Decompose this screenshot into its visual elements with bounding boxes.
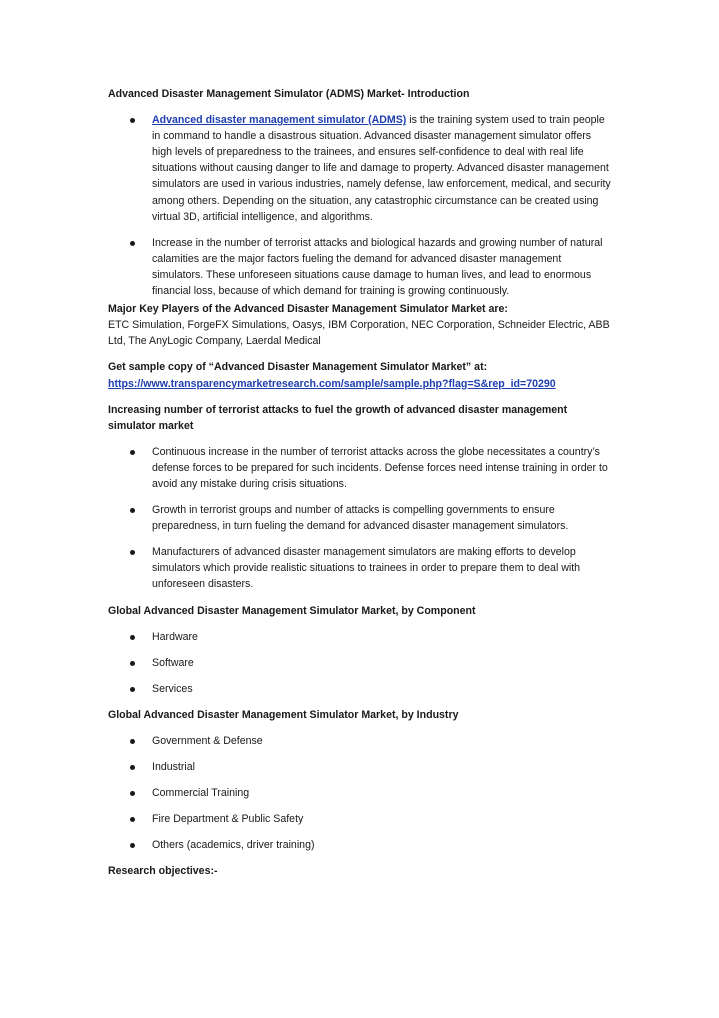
- industry-item-text: Others (academics, driver training): [152, 839, 315, 852]
- component-item-text: Software: [152, 656, 194, 669]
- list-item: [108, 733, 613, 749]
- bullet-icon: [130, 739, 135, 744]
- component-item-text: Hardware: [152, 630, 198, 643]
- component-heading: Global Advanced Disaster Management Simulator Market, by Component: [108, 604, 476, 617]
- bullet-icon: [130, 843, 135, 848]
- attacks-list: [108, 444, 613, 593]
- list-item: [108, 681, 613, 697]
- list-item: [108, 629, 613, 645]
- bullet-icon: [130, 791, 135, 796]
- list-item: [108, 759, 613, 775]
- intro-bullet2-text: Increase in the number of terrorist attacks and biological hazards and growing number of natural calamities are the major factors fueling the demand for advanced disaster management simulators. These unforeseen situations cause damage to human lives, and lead to enormous financial loss, because of which demand for training is growing continuously.: [152, 236, 603, 298]
- bullet-icon: [130, 550, 135, 555]
- bullet-icon: [130, 635, 135, 640]
- research-heading: Research objectives:-: [108, 865, 218, 878]
- bullet-icon: [130, 118, 135, 123]
- intro-bullet1-text: is the training system used to train people in command to handle a disastrous situation. Advanced disaster management simulator offers high levels of preparedness to the trainees, and ensures self-confidence to deal with real life situations without causing danger to life and damage to property. Advanced disaster management simulators are used in various industries, namely defense, law enforcement, medical, and security among others. Depending on the situation, any catastrophic circumstance can be created using virtual 3D, artificial intelligence, and algorithms.: [152, 114, 611, 223]
- bullet-icon: [130, 817, 135, 822]
- bullet-icon: [130, 765, 135, 770]
- list-item: [108, 785, 613, 801]
- industry-list: [108, 733, 613, 853]
- list-item: [108, 502, 613, 534]
- sample-url-link[interactable]: https://www.transparencymarketresearch.com/sample/sample.php?flag=S&rep_id=70290: [108, 377, 556, 390]
- industry-item-text: Industrial: [152, 761, 195, 774]
- bullet-icon: [130, 661, 135, 666]
- adms-link[interactable]: Advanced disaster management simulator (ADMS): [152, 114, 407, 127]
- component-list: [108, 629, 613, 697]
- bullet-icon: [130, 687, 135, 692]
- list-item: [108, 655, 613, 671]
- industry-item-text: Commercial Training: [152, 787, 250, 800]
- intro-heading: Advanced Disaster Management Simulator (ADMS) Market- Introduction: [108, 88, 470, 100]
- list-item: [108, 837, 613, 853]
- sample-heading: Get sample copy of “Advanced Disaster Management Simulator Market” at:: [108, 361, 488, 374]
- list-item: [108, 544, 613, 592]
- key-players-text: ETC Simulation, ForgeFX Simulations, Oasys, IBM Corporation, NEC Corporation, Schneider Electric, ABB Ltd, The AnyLogic Company, Laerdal Medical: [108, 319, 610, 348]
- industry-item-text: Government & Defense: [152, 735, 263, 747]
- attacks-item-text: Manufacturers of advanced disaster management simulators are making efforts to develop simulators which provide realistic situations to trainees in order to prepare them to deal with unforeseen disasters.: [152, 546, 581, 591]
- attacks-item-text: Continuous increase in the number of terrorist attacks across the globe necessitates a country’s defense forces to be prepared for such incidents. Defense forces need intense training in order to avoid any mistake during crisis situations.: [152, 445, 608, 490]
- document-body: [108, 86, 613, 880]
- bullet-icon: [130, 508, 135, 513]
- attacks-item-text: Growth in terrorist groups and number of attacks is compelling governments to ensure preparedness, in turn fueling the demand for advanced disaster management simulators.: [152, 504, 569, 533]
- industry-item-text: Fire Department & Public Safety: [152, 813, 304, 826]
- component-item-text: Services: [152, 682, 193, 695]
- list-item: [108, 235, 613, 299]
- bullet-icon: [130, 450, 135, 455]
- industry-heading: Global Advanced Disaster Management Simulator Market, by Industry: [108, 708, 459, 721]
- intro-list: [108, 112, 613, 299]
- list-item: [108, 811, 613, 827]
- attacks-heading: Increasing number of terrorist attacks to fuel the growth of advanced disaster management simulator market: [108, 403, 568, 432]
- list-item: [108, 444, 613, 492]
- list-item: [108, 112, 613, 225]
- key-players-heading: Major Key Players of the Advanced Disaster Management Simulator Market are:: [108, 303, 508, 316]
- bullet-icon: [130, 241, 135, 246]
